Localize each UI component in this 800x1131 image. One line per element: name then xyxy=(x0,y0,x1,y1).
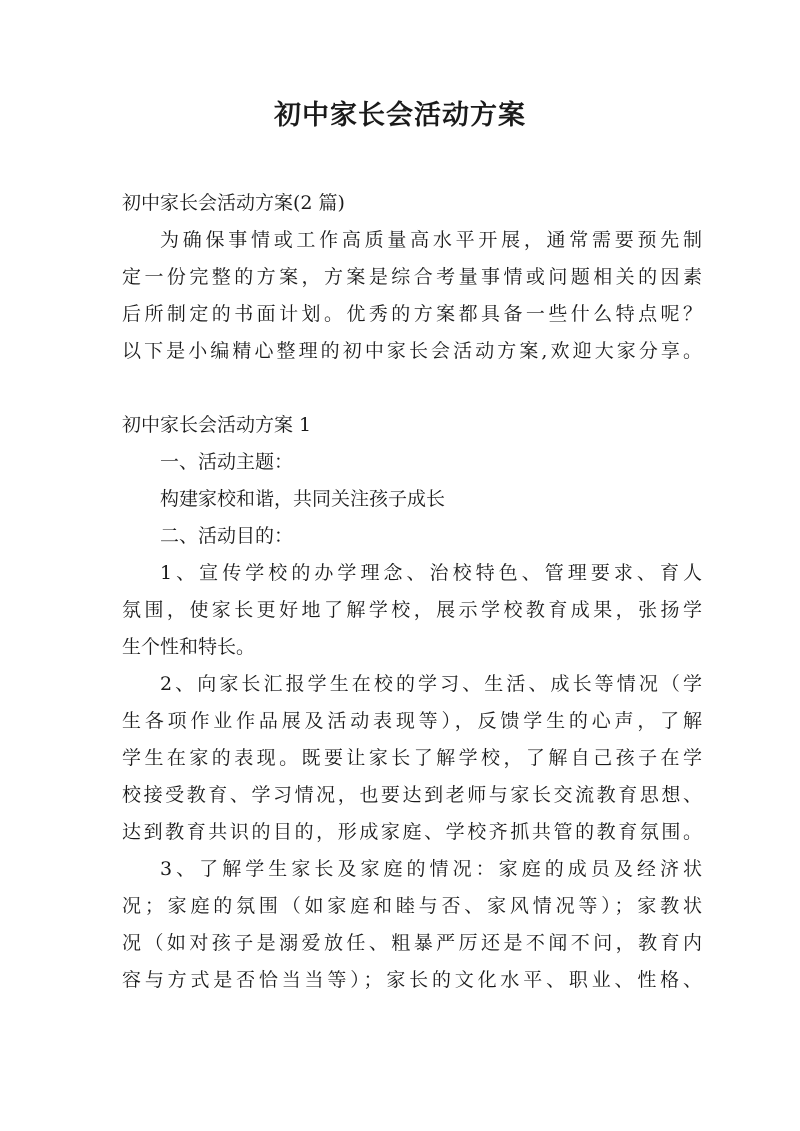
subtitle-line: 初中家长会活动方案(2 篇) xyxy=(122,192,345,214)
purpose-3-line-3: 况（如对孩子是溺爱放任、粗暴严厉还是不闻不问，教育内 xyxy=(122,932,702,954)
purpose-2-line-3: 学生在家的表现。既要让家长了解学校，了解自己孩子在学 xyxy=(122,747,702,769)
purpose-3-line-2: 况；家庭的氛围（如家庭和睦与否、家风情况等）；家教状 xyxy=(122,895,702,917)
intro-line-3: 后所制定的书面计划。优秀的方案都具备一些什么特点呢？ xyxy=(122,303,702,325)
purpose-2-line-4: 校接受教育、学习情况，也要达到老师与家长交流教育思想、 xyxy=(122,784,702,806)
purpose-1-line-2: 氛围，使家长更好地了解学校，展示学校教育成果，张扬学 xyxy=(122,599,702,621)
purpose-3-line-1: 3、了解学生家长及家庭的情况：家庭的成员及经济状 xyxy=(160,858,702,880)
purpose-2-line-2: 生各项作业作品展及活动表现等），反馈学生的心声，了解 xyxy=(122,710,702,732)
document-title: 初中家长会活动方案 xyxy=(274,100,526,131)
section-heading: 初中家长会活动方案 1 xyxy=(122,414,312,436)
purpose-2-line-5: 达到教育共识的目的，形成家庭、学校齐抓共管的教育氛围。 xyxy=(122,821,702,843)
intro-line-4: 以下是小编精心整理的初中家长会活动方案,欢迎大家分享。 xyxy=(122,340,702,362)
purpose-3-line-4: 容与方式是否恰当当等）；家长的文化水平、职业、性格、 xyxy=(122,969,702,991)
purpose-2-line-1: 2、向家长汇报学生在校的学习、生活、成长等情况（学 xyxy=(160,673,702,695)
intro-line-1: 为确保事情或工作高质量高水平开展，通常需要预先制 xyxy=(160,229,702,251)
intro-line-2: 定一份完整的方案，方案是综合考量事情或问题相关的因素 xyxy=(122,266,702,288)
document-body xyxy=(122,185,702,999)
purpose-1-line-1: 1、宣传学校的办学理念、治校特色、管理要求、育人 xyxy=(160,562,702,584)
purpose-1-line-3: 生个性和特长。 xyxy=(122,636,256,658)
purpose-heading: 二、活动目的： xyxy=(160,525,294,547)
theme-text: 构建家校和谐，共同关注孩子成长 xyxy=(160,488,446,510)
theme-heading: 一、活动主题： xyxy=(160,451,294,473)
blank-line xyxy=(122,370,702,407)
